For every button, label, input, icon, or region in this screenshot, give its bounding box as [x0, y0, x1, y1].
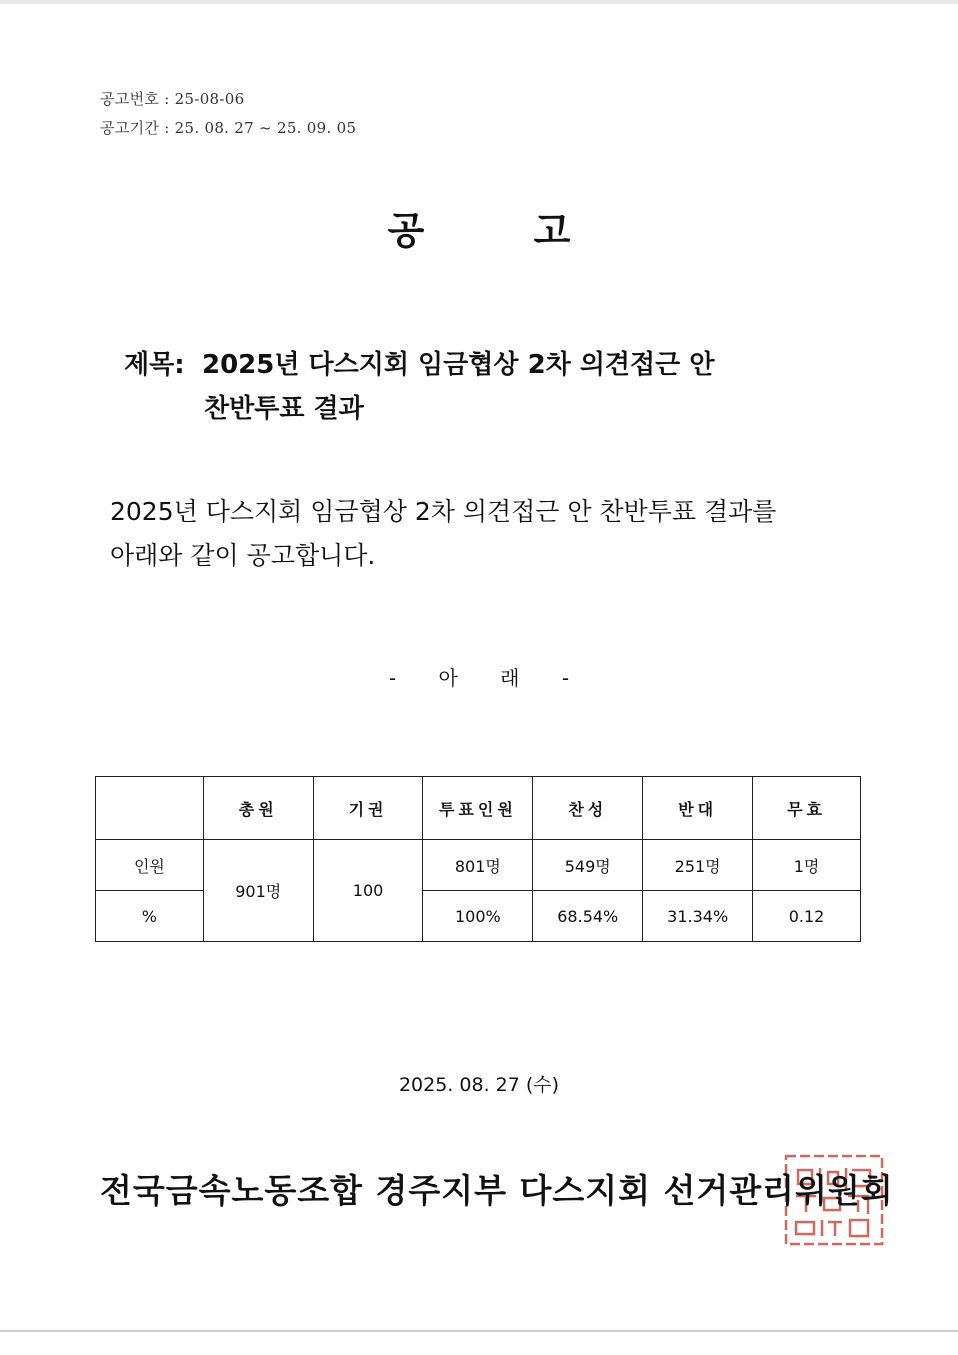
subject-line-2: 찬반투표 결과: [204, 394, 364, 424]
header-abstain: 기권: [313, 777, 423, 840]
cell-total: 901명: [203, 840, 313, 942]
body-line-2: 아래와 같이 공고합니다.: [110, 541, 376, 570]
notice-period: 공고기간 : 25. 08. 27 ~ 25. 09. 05: [100, 119, 357, 137]
header-total: 총원: [203, 777, 313, 840]
header-corner: [96, 777, 204, 840]
subject-line-1: 2025년 다스지회 임금협상 2차 의견접근 안: [202, 350, 715, 380]
subject-block: [124, 343, 714, 431]
body-line-1: 2025년 다스지회 임금협상 2차 의견접근 안 찬반투표 결과를: [110, 497, 777, 526]
cell-against-percent: 31.34%: [643, 891, 753, 942]
table-row: [96, 840, 861, 891]
cell-for-percent: 68.54%: [533, 891, 643, 942]
body-text: [110, 490, 870, 578]
header-for: 찬성: [533, 777, 643, 840]
cell-voters-count: 801명: [423, 840, 533, 891]
row-label-count: 인원: [96, 840, 204, 891]
results-table: [95, 776, 861, 942]
cell-abstain: 100: [313, 840, 423, 942]
cell-invalid-percent: 0.12: [753, 891, 861, 942]
document-title: 공 고: [387, 209, 619, 253]
issuer-signature: 전국금속노동조합 경주지부 다스지회 선거관리위원회: [100, 1171, 894, 1210]
section-mark: - 아 래 -: [388, 666, 588, 690]
cell-voters-percent: 100%: [423, 891, 533, 942]
notice-date: 2025. 08. 27 (수): [398, 1074, 560, 1096]
cell-against-count: 251명: [643, 840, 753, 891]
cell-invalid-count: 1명: [753, 840, 861, 891]
scan-edge-top: [0, 0, 958, 4]
scan-edge-bottom: [0, 1330, 958, 1332]
header-invalid: 무효: [753, 777, 861, 840]
header-against: 반대: [643, 777, 753, 840]
row-label-percent: %: [96, 891, 204, 942]
table-header-row: [96, 777, 861, 840]
notice-number: 공고번호 : 25-08-06: [100, 90, 245, 108]
cell-for-count: 549명: [533, 840, 643, 891]
header-voters: 투표인원: [423, 777, 533, 840]
subject-label: 제목:: [124, 350, 185, 380]
